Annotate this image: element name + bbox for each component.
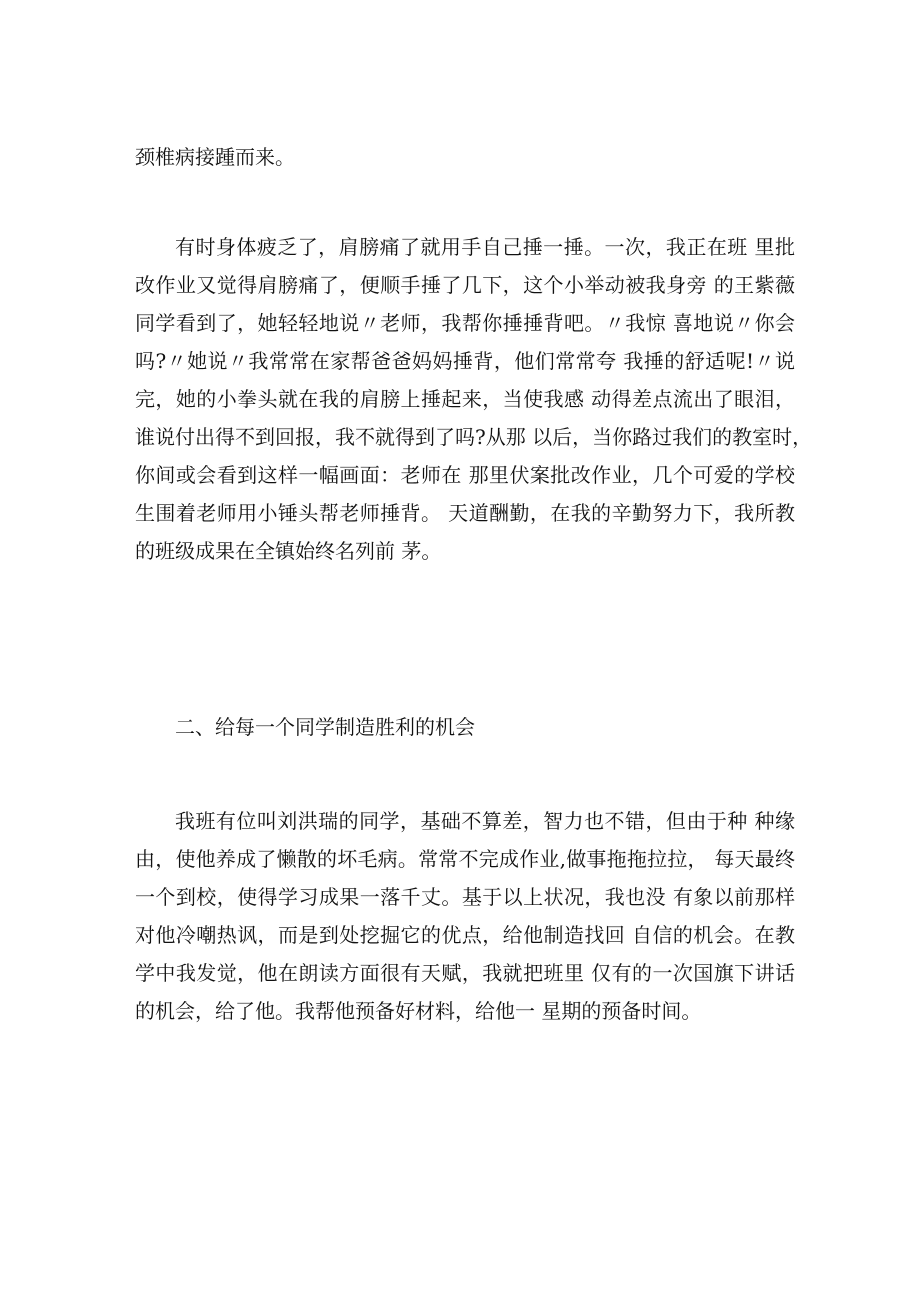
paragraph-line: 的机会，给了他。我帮他预备好材料，给他一 星期的预备时间。: [135, 999, 702, 1023]
paragraph-line: 生围着老师用小锤头帮老师捶背。 天道酬勤，在我的辛勤努力下，我所教: [135, 501, 795, 525]
heading-line: 二、给每一个同学制造胜利的机会: [175, 715, 475, 739]
section-heading: [135, 708, 795, 746]
paragraph-line: 吗?〃她说〃我常常在家帮爸爸妈妈捶背，他们常常夸 我捶的舒适呢!〃说: [135, 349, 795, 373]
paragraph-line: 你间或会看到这样一幅画面：老师在 那里伏案批改作业，几个可爱的学校: [135, 463, 795, 487]
paragraph-back-massage: [135, 228, 813, 570]
paragraph-line: 完，她的小拳头就在我的肩膀上捶起来，当使我感 动得差点流出了眼泪，: [135, 387, 795, 411]
paragraph-line: 有时身体疲乏了，肩膀痛了就用手自己捶一捶。一次，我正在班 里批: [175, 235, 795, 259]
paragraph-line: 的班级成果在全镇始终名列前 茅。: [135, 539, 442, 563]
paragraph-line: 改作业又觉得肩膀痛了，便顺手捶了几下，这个小举动被我身旁 的王紫薇: [135, 273, 795, 297]
paragraph-line: 由，使他养成了懒散的坏毛病。常常不完成作业,做事拖拖拉拉， 每天最终: [135, 847, 795, 871]
paragraph-continuation: [135, 138, 795, 176]
paragraph-line: 同学看到了，她轻轻地说〃老师，我帮你捶捶背吧。〃我惊 喜地说〃你会: [135, 311, 795, 335]
paragraph-line: 我班有位叫刘洪瑞的同学，基础不算差，智力也不错，但由于种 种缘: [175, 809, 795, 833]
paragraph-line: 谁说付出得不到回报，我不就得到了吗?从那 以后，当你路过我们的教室时，: [135, 425, 813, 449]
paragraph-student-story: [135, 802, 795, 1030]
paragraph-line: 学中我发觉，他在朗读方面很有天赋，我就把班里 仅有的一次国旗下讲话: [135, 961, 795, 985]
paragraph-line: 对他冷嘲热讽，而是到处挖掘它的优点，给他制造找回 自信的机会。在教: [135, 923, 795, 947]
paragraph-line: 颈椎病接踵而来。: [135, 145, 295, 169]
paragraph-line: 一个到校，使得学习成果一落千丈。基于以上状况，我也没 有象以前那样: [135, 885, 795, 909]
